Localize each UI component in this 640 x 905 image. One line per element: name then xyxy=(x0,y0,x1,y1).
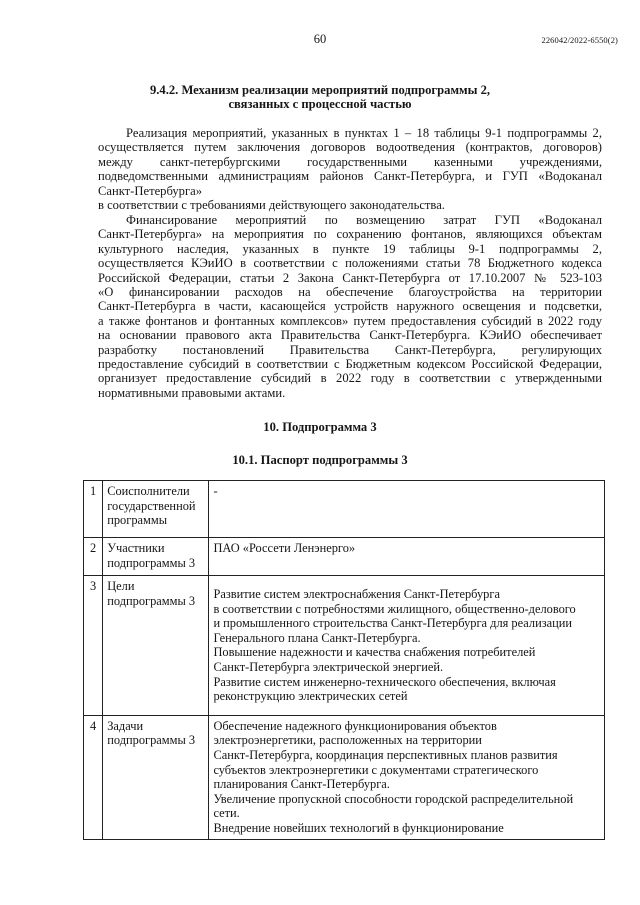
cell-line: и промышленного строительства Санкт-Петербурга для реализации xyxy=(213,616,572,631)
heading-line: связанных с процессной частью xyxy=(228,97,412,112)
cell-line: подпрограммы 3 xyxy=(107,593,196,608)
cell-line: подпрограммы 3 xyxy=(107,733,196,748)
text-line: «О финансировании расходов на обеспечение благоустройства на территории xyxy=(98,284,602,299)
cell-line: Генерального плана Санкт-Петербурга. xyxy=(213,630,421,645)
text-line: разработку постановлений Правительства Санкт-Петербурга, регулирующих xyxy=(98,342,602,357)
heading-line: 9.4.2. Механизм реализации мероприятий подпрограммы 2, xyxy=(149,83,491,97)
cell-line: подпрограммы 3 xyxy=(107,555,196,570)
cell-line: Развитие систем электроснабжения Санкт-Петербурга xyxy=(213,587,500,601)
text-line: нормативными правовыми актами. xyxy=(98,385,286,400)
text-line: на основании правового акта Правительства Санкт-Петербурга. КЭиИО обеспечивает xyxy=(98,328,602,343)
row-name-cell xyxy=(103,538,209,576)
row-name-cell xyxy=(103,715,209,839)
row-number: 2 xyxy=(84,538,103,576)
cell-line: электроэнергетики, расположенных на территории xyxy=(213,733,482,748)
row-name-cell xyxy=(103,576,209,716)
text-line: организует предоставление субсидий в 2022 году в соответствии с утвержденными xyxy=(98,371,602,386)
cell-line: сети. xyxy=(213,806,240,821)
cell-line: Санкт-Петербурга, координация перспективных планов развития xyxy=(213,747,558,762)
cell-line: - xyxy=(213,484,218,498)
row-value-cell xyxy=(209,576,605,716)
text-line: предоставление субсидий в соответствии с Бюджетным кодексом Российской Федерации, xyxy=(98,356,602,371)
text-line: Российской Федерации, статьи 2 Закона Санкт-Петербурга от 17.10.2007 № 523-103 xyxy=(98,270,602,285)
text-line: Санкт-Петербурга» на мероприятия по сохранению фонтанов, являющихся объектам xyxy=(98,227,602,242)
text-line: Санкт-Петербурга» xyxy=(98,183,203,198)
section-heading-10: 10. Подпрограмма 3 xyxy=(263,420,377,434)
page-number: 60 xyxy=(313,32,327,46)
text-line: между санкт-петербургскими государственными казенными учреждениями, xyxy=(98,154,602,169)
row-value-cell xyxy=(209,538,605,576)
text-line: а также фонтанов и фонтанных комплексов» путем предоставления субсидий в 2022 году xyxy=(98,313,602,328)
cell-line: субъектов электроэнергетики с документами стратегического xyxy=(213,762,539,777)
table-row xyxy=(84,538,605,576)
row-number: 4 xyxy=(84,715,103,839)
cell-line: программы xyxy=(107,513,168,528)
cell-line: Повышение надежности и качества снабжения потребителей xyxy=(213,645,536,660)
text-line: Финансирование мероприятий по возмещению затрат ГУП «Водоканал xyxy=(126,213,602,227)
section-heading-10-1: 10.1. Паспорт подпрограммы 3 xyxy=(232,453,408,467)
cell-line: Задачи xyxy=(107,718,144,733)
document-id: 226042/2022-6550(2) xyxy=(541,35,618,45)
text-line: осуществляется путем заключения договоров водоотведения (контрактов, договоров) xyxy=(98,140,602,155)
row-number: 3 xyxy=(84,576,103,716)
text-line: осуществляется КЭиИО в соответствии с положениями статьи 78 Бюджетного кодекса xyxy=(98,256,602,271)
cell-line: государственной xyxy=(107,498,196,513)
text-line: культурного наследия, указанных в пункте 19 таблицы 9-1 подпрограммы 2, xyxy=(98,241,602,256)
paragraph-implementation xyxy=(98,126,602,212)
cell-line: Внедрение новейших технологий в функционирование xyxy=(213,820,504,835)
passport-table xyxy=(83,480,605,840)
text-line: Реализация мероприятий, указанных в пунктах 1 – 18 таблицы 9-1 подпрограммы 2, xyxy=(126,126,602,140)
row-value-cell xyxy=(209,715,605,839)
cell-line: Развитие систем инженерно-технического обеспечения, включая xyxy=(213,674,556,689)
text-line: Санкт-Петербурга в части, касающейся устройств наружного освещения и подсветки, xyxy=(98,299,602,314)
text-line: подведомственными администрациям районов Санкт-Петербурга, и ГУП «Водоканал xyxy=(98,169,602,184)
cell-line: Увеличение пропускной способности городской распределительной xyxy=(213,791,574,806)
cell-line: реконструкцию электрических сетей xyxy=(213,689,408,704)
cell-line: Обеспечение надежного функционирования объектов xyxy=(213,718,497,733)
table-row xyxy=(84,715,605,839)
cell-line: Санкт-Петербурга электрической энергией. xyxy=(213,659,444,674)
cell-line: ПАО «Россети Ленэнерго» xyxy=(213,541,356,555)
text-line: в соответствии с требованиями действующего законодательства. xyxy=(98,197,445,212)
cell-line: планирования Санкт-Петербурга. xyxy=(213,777,390,792)
row-number: 1 xyxy=(84,481,103,538)
paragraph-financing xyxy=(98,213,602,400)
cell-line: Цели xyxy=(107,579,135,593)
row-value-cell xyxy=(209,481,605,538)
cell-line: Участники xyxy=(107,541,165,555)
table-row xyxy=(84,576,605,716)
row-name-cell xyxy=(103,481,209,538)
table-row xyxy=(84,481,605,538)
cell-line: Соисполнители xyxy=(107,484,190,498)
cell-line: в соответствии с потребностями жилищного, общественно-делового xyxy=(213,601,576,616)
section-heading-9-4-2 xyxy=(0,82,640,111)
